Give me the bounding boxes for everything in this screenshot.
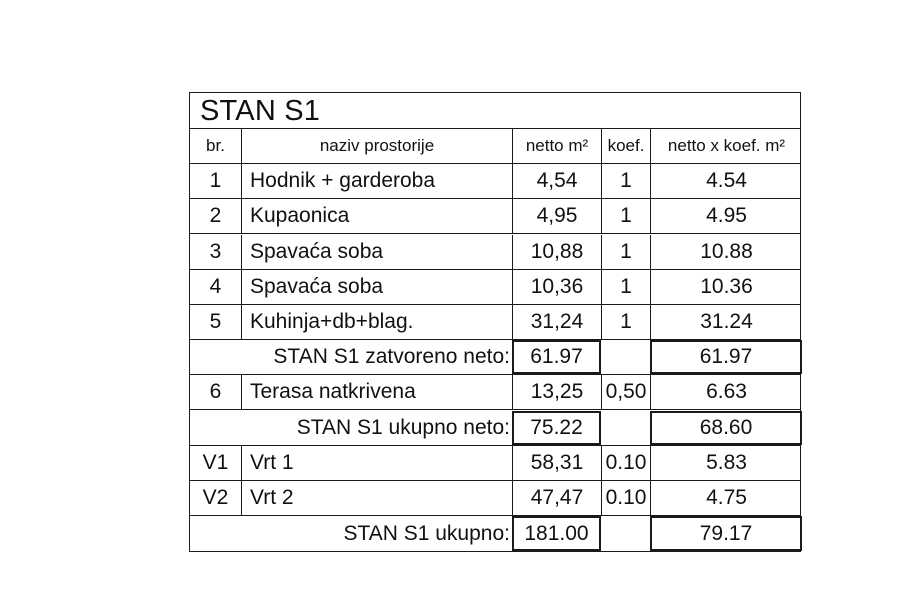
room-name: Terasa natkrivena (241, 375, 512, 409)
coefficient: 1 (601, 305, 650, 339)
subtotal-koef-empty (601, 411, 650, 445)
netto-koef-area: 4.54 (650, 164, 802, 198)
room-name: Hodnik + garderoba (241, 164, 512, 198)
room-number: V2 (202, 486, 229, 509)
netto-koef-area: 5.83 (650, 446, 802, 480)
room-name: Kupaonica (241, 199, 512, 233)
subtotal-netto: 181.00 (512, 516, 601, 551)
header-netto-koef: netto x koef. m² (650, 129, 802, 163)
coefficient: 1 (601, 270, 650, 304)
subtotal-label: STAN S1 ukupno neto: (296, 415, 510, 439)
table-row (190, 164, 800, 199)
subtotal-row (190, 340, 800, 375)
coefficient: 0,50 (601, 375, 650, 409)
netto-koef-area: 6.63 (650, 375, 802, 409)
room-number: 5 (209, 310, 222, 333)
table-row (190, 199, 800, 234)
table-row (190, 270, 800, 305)
netto-area: 10,88 (512, 235, 601, 269)
room-number: 6 (209, 380, 222, 404)
netto-koef-area: 4.75 (650, 481, 802, 515)
header-netto: netto m² (512, 129, 601, 163)
netto-area: 31,24 (512, 305, 601, 339)
table-title-bar (190, 93, 800, 129)
table-title: STAN S1 (200, 95, 321, 127)
subtotal-label: STAN S1 zatvoreno neto: (273, 345, 510, 369)
coefficient: 0.10 (601, 446, 650, 480)
table-row (190, 446, 800, 481)
room-number: 1 (209, 169, 222, 193)
subtotal-label: STAN S1 ukupno: (343, 521, 510, 545)
subtotal-netto-koef: 68.60 (650, 411, 802, 445)
subtotal-netto-koef: 61.97 (650, 340, 802, 374)
coefficient: 1 (601, 199, 650, 233)
subtotal-row (190, 516, 800, 551)
table-row (190, 235, 800, 270)
netto-koef-area: 10.88 (650, 235, 802, 269)
subtotal-netto: 61.97 (512, 340, 601, 374)
table-row (190, 375, 800, 410)
room-number: 3 (209, 239, 222, 263)
apartment-area-table (189, 92, 801, 552)
netto-koef-area: 4.95 (650, 199, 802, 233)
room-number: V1 (202, 450, 229, 474)
room-name: Kuhinja+db+blag. (241, 305, 512, 339)
room-name: Spavaća soba (241, 270, 512, 304)
subtotal-row (190, 411, 800, 446)
netto-koef-area: 31.24 (650, 305, 802, 339)
netto-area: 58,31 (512, 446, 601, 480)
subtotal-netto-koef: 79.17 (650, 516, 802, 551)
coefficient: 1 (601, 235, 650, 269)
header-koef: koef. (601, 129, 650, 163)
subtotal-netto: 75.22 (512, 411, 601, 445)
table-row (190, 305, 800, 340)
netto-area: 13,25 (512, 375, 601, 409)
header-row (190, 129, 800, 164)
room-number: 4 (209, 274, 222, 298)
room-number: 2 (209, 204, 222, 228)
netto-area: 10,36 (512, 270, 601, 304)
subtotal-koef-empty (601, 340, 650, 374)
netto-area: 4,95 (512, 199, 601, 233)
header-br: br. (206, 136, 225, 155)
netto-area: 47,47 (512, 481, 601, 515)
room-name: Spavaća soba (241, 235, 512, 269)
table-row (190, 481, 800, 516)
room-name: Vrt 2 (241, 481, 512, 515)
coefficient: 1 (601, 164, 650, 198)
subtotal-koef-empty (601, 516, 650, 551)
netto-area: 4,54 (512, 164, 601, 198)
room-name: Vrt 1 (241, 446, 512, 480)
netto-koef-area: 10.36 (650, 270, 802, 304)
coefficient: 0.10 (601, 481, 650, 515)
header-name: naziv prostorije (241, 129, 512, 163)
